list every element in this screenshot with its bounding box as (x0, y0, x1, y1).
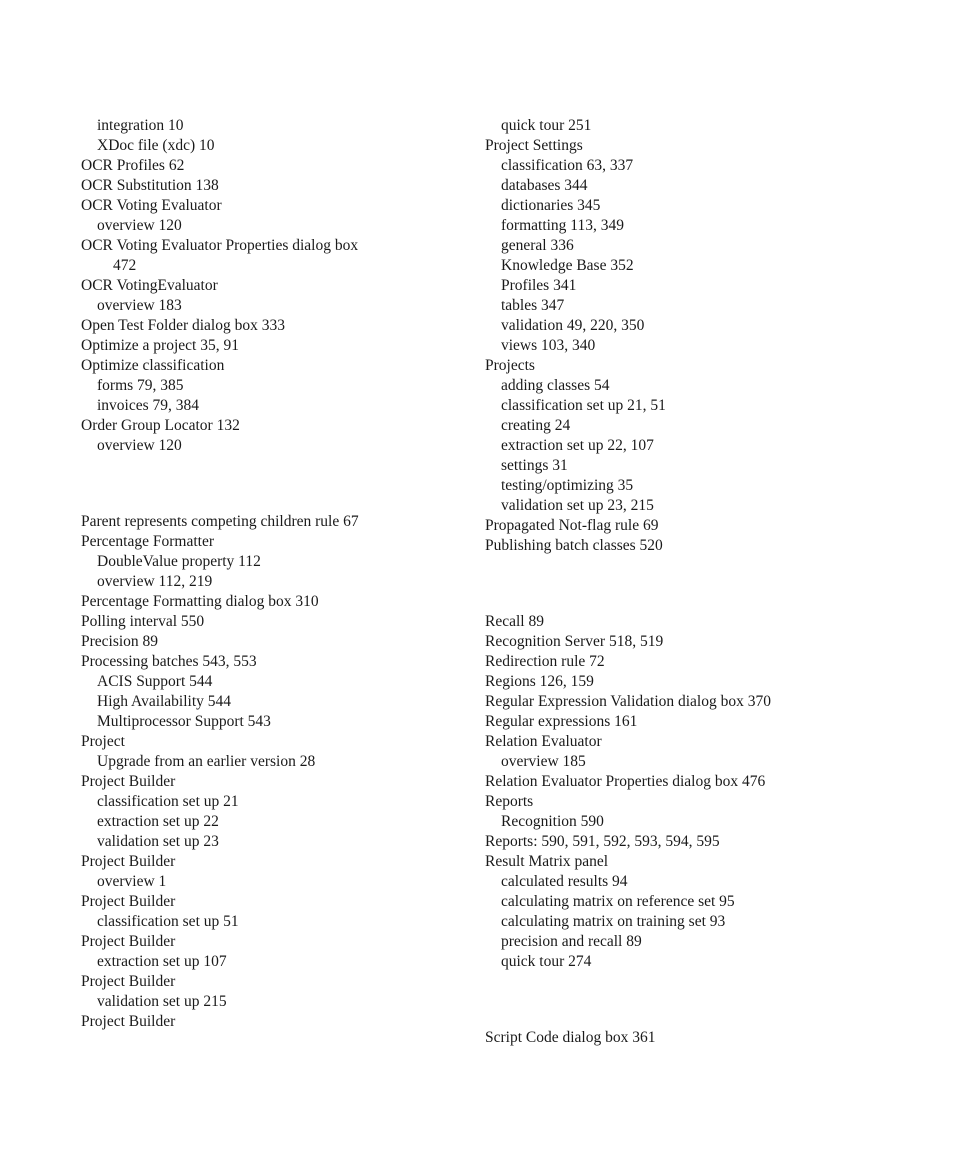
index-subterm: extraction set up 22 (97, 813, 219, 830)
index-subterm: XDoc file (xdc) 10 (97, 137, 215, 154)
index-term: Optimize classification (81, 357, 225, 374)
index-term: Open Test Folder dialog box 333 (81, 317, 285, 334)
index-subterm: Profiles 341 (501, 277, 577, 294)
index-term: Order Group Locator 132 (81, 417, 240, 434)
index-term: Recall 89 (485, 613, 544, 630)
index-term: Project Settings (485, 137, 583, 154)
index-subterm: settings 31 (501, 457, 568, 474)
index-term: Result Matrix panel (485, 853, 609, 870)
index-subterm: validation set up 23, 215 (501, 497, 654, 514)
index-block-p (81, 512, 471, 1032)
index-subterm: 472 (113, 257, 137, 274)
index-subterm: DoubleValue property 112 (97, 553, 261, 570)
index-block-p-continued (485, 116, 905, 556)
index-subterm: forms 79, 385 (97, 377, 184, 394)
index-subterm: classification 63, 337 (501, 157, 634, 174)
index-subterm: general 336 (501, 237, 574, 254)
index-subterm: extraction set up 22, 107 (501, 437, 654, 454)
index-subterm: validation set up 215 (97, 993, 227, 1010)
index-subterm: views 103, 340 (501, 337, 596, 354)
letter-gap (485, 972, 905, 1028)
index-term: Polling interval 550 (81, 613, 205, 630)
index-term: Precision 89 (81, 633, 159, 650)
index-term: Regions 126, 159 (485, 673, 594, 690)
index-subterm: Multiprocessor Support 543 (97, 713, 271, 730)
index-term: Project Builder (81, 933, 176, 950)
index-subterm: dictionaries 345 (501, 197, 601, 214)
index-term: OCR VotingEvaluator (81, 277, 218, 294)
index-right-column (485, 116, 905, 1048)
index-subterm: Knowledge Base 352 (501, 257, 634, 274)
index-subterm: classification set up 21, 51 (501, 397, 666, 414)
index-subterm: classification set up 51 (97, 913, 239, 930)
index-subterm: invoices 79, 384 (97, 397, 200, 414)
index-subterm: integration 10 (97, 117, 184, 134)
index-term: OCR Voting Evaluator Properties dialog box (81, 237, 359, 254)
index-subterm: tables 347 (501, 297, 565, 314)
index-term: Project Builder (81, 853, 176, 870)
index-subterm: calculating matrix on training set 93 (501, 913, 726, 930)
index-term: Projects (485, 357, 535, 374)
index-subterm: calculating matrix on reference set 95 (501, 893, 735, 910)
index-term: Optimize a project 35, 91 (81, 337, 239, 354)
index-term: Regular Expression Validation dialog box 370 (485, 693, 771, 710)
index-subterm: calculated results 94 (501, 873, 628, 890)
index-subterm: ACIS Support 544 (97, 673, 213, 690)
index-term: Processing batches 543, 553 (81, 653, 257, 670)
index-subterm: overview 183 (97, 297, 182, 314)
index-term: Parent represents competing children rule 67 (81, 513, 359, 530)
index-subterm: validation 49, 220, 350 (501, 317, 645, 334)
index-subterm: formatting 113, 349 (501, 217, 624, 234)
index-term: Recognition Server 518, 519 (485, 633, 664, 650)
index-block-o (81, 116, 471, 456)
index-subterm: quick tour 251 (501, 117, 592, 134)
index-subterm: Recognition 590 (501, 813, 604, 830)
index-term: Relation Evaluator (485, 733, 602, 750)
index-subterm: Upgrade from an earlier version 28 (97, 753, 316, 770)
index-term: Publishing batch classes 520 (485, 537, 663, 554)
index-subterm: quick tour 274 (501, 953, 592, 970)
index-term: OCR Profiles 62 (81, 157, 185, 174)
index-term: Project Builder (81, 973, 176, 990)
index-subterm: extraction set up 107 (97, 953, 227, 970)
index-subterm: testing/optimizing 35 (501, 477, 634, 494)
index-subterm: overview 185 (501, 753, 586, 770)
letter-gap (81, 456, 471, 512)
index-term: Reports: 590, 591, 592, 593, 594, 595 (485, 833, 720, 850)
index-subterm: overview 1 (97, 873, 167, 890)
index-term: Percentage Formatting dialog box 310 (81, 593, 319, 610)
index-term: Script Code dialog box 361 (485, 1029, 656, 1046)
index-term: Project Builder (81, 1013, 176, 1030)
letter-gap (485, 556, 905, 612)
index-block-r (485, 612, 905, 972)
index-subterm: precision and recall 89 (501, 933, 642, 950)
index-subterm: High Availability 544 (97, 693, 232, 710)
index-term: Project Builder (81, 893, 176, 910)
index-subterm: classification set up 21 (97, 793, 239, 810)
index-left-column (81, 116, 471, 1032)
index-subterm: overview 120 (97, 217, 182, 234)
index-term: Percentage Formatter (81, 533, 214, 550)
index-subterm: validation set up 23 (97, 833, 219, 850)
index-term: Project Builder (81, 773, 176, 790)
index-block-s (485, 1028, 905, 1048)
index-subterm: creating 24 (501, 417, 571, 434)
index-term: Propagated Not-flag rule 69 (485, 517, 659, 534)
index-subterm: adding classes 54 (501, 377, 610, 394)
index-term: OCR Voting Evaluator (81, 197, 222, 214)
index-term: Redirection rule 72 (485, 653, 605, 670)
index-term: Relation Evaluator Properties dialog box 476 (485, 773, 766, 790)
index-term: OCR Substitution 138 (81, 177, 219, 194)
index-term: Project (81, 733, 125, 750)
index-subterm: databases 344 (501, 177, 588, 194)
index-term: Regular expressions 161 (485, 713, 638, 730)
index-subterm: overview 112, 219 (97, 573, 213, 590)
index-term: Reports (485, 793, 534, 810)
index-subterm: overview 120 (97, 437, 182, 454)
